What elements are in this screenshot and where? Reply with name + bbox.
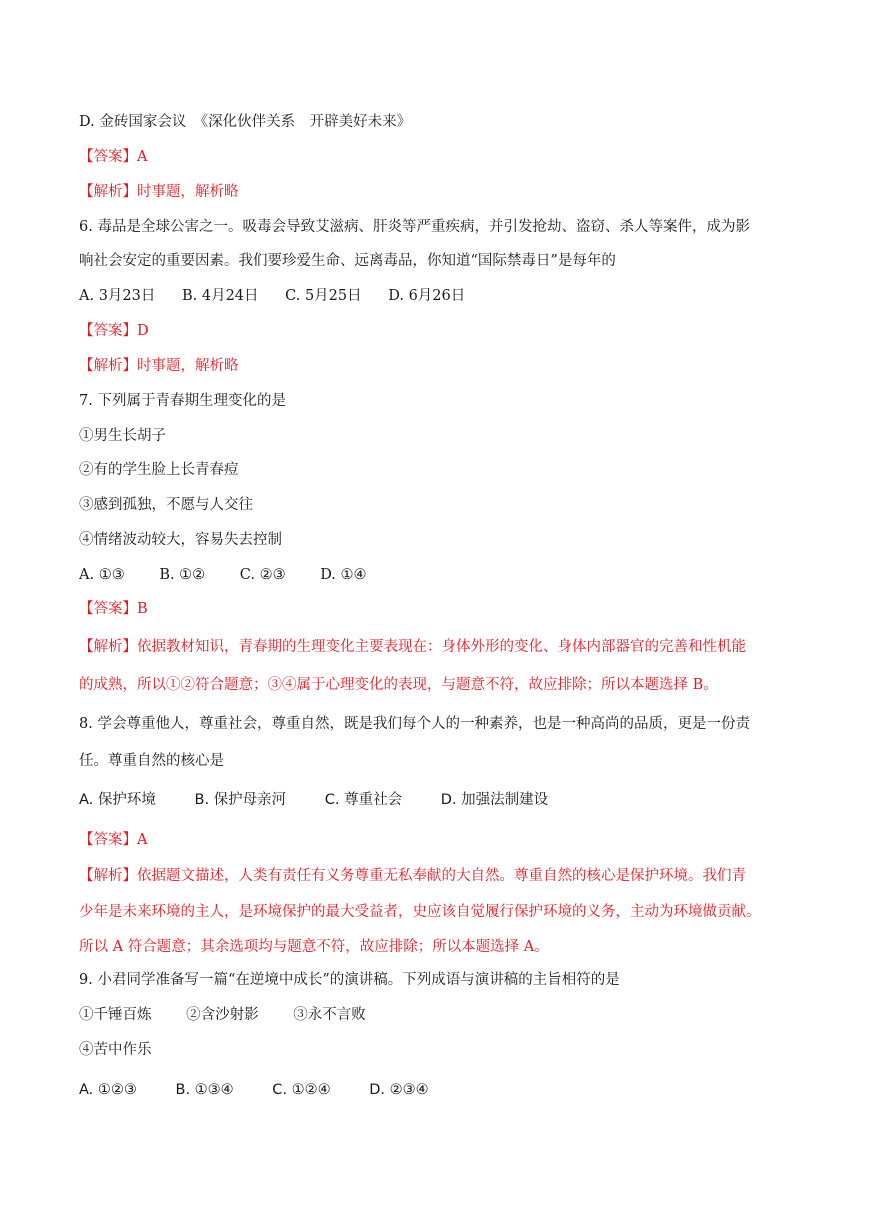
q9-option-d: D. ②③④ (369, 1082, 429, 1098)
q8-option-d: D. 加强法制建设 (440, 792, 549, 808)
q6-answer: 【答案】D (79, 323, 149, 339)
q8-analysis-line2: 少年是未来环境的主人，是环境保护的最大受益者，史应该自觉履行保护环境的义务，主动为环境做贡献。 (79, 904, 761, 920)
q7-answer: 【答案】B (79, 601, 148, 617)
q9-items (79, 1005, 366, 1025)
q8-analysis-line3: 所以 A 符合题意；其余选项均与题意不符，故应排除；所以本题选择 A。 (79, 939, 549, 955)
q5-option-d: D. 金砖国家会议 《深化伙伴关系 开辟美好未来》 (79, 114, 412, 130)
q7-option-c: C. ②③ (239, 567, 286, 583)
q8-option-c: C. 尊重社会 (324, 792, 403, 808)
q9-option-a: A. ①②③ (79, 1082, 137, 1098)
q6-options (79, 286, 465, 306)
q7-item-3: ③感到孤独，不愿与人交往 (79, 497, 253, 513)
q5-answer: 【答案】A (79, 149, 148, 165)
q8-option-b: B. 保护母亲河 (194, 792, 287, 808)
q7-option-a: A. ①③ (79, 567, 125, 583)
q9-item-4: ④苦中作乐 (79, 1042, 152, 1058)
q6-stem-line1: 6. 毒品是全球公害之一。吸毒会导致艾滋病、肝炎等严重疾病，并引发抢劫、盗窃、杀人等案件，成为影 (79, 219, 750, 235)
q7-stem: 7. 下列属于青春期生理变化的是 (79, 393, 286, 409)
q8-options (79, 790, 548, 810)
q9-option-b: B. ①③④ (175, 1082, 234, 1098)
q9-option-c: C. ①②④ (272, 1082, 331, 1098)
q9-item-1: ①千锤百炼 (79, 1007, 152, 1023)
q6-stem-line2: 响社会安定的重要因素。我们要珍爱生命、远离毒品，你知道“国际禁毒日”是每年的 (79, 253, 616, 269)
q7-option-b: B. ①② (159, 567, 206, 583)
q8-analysis-line1: 【解析】依据题文描述，人类有责任有义务尊重无私奉献的大自然。尊重自然的核心是保护环境。我们青 (79, 868, 746, 884)
q6-analysis: 【解析】时事题，解析略 (79, 358, 239, 374)
q6-option-d: D. 6月26日 (388, 288, 466, 304)
q8-answer: 【答案】A (79, 832, 148, 848)
q7-item-2: ②有的学生脸上长青春痘 (79, 462, 239, 478)
q7-analysis-line2: 的成熟，所以①②符合题意；③④属于心理变化的表现，与题意不符，故应排除；所以本题选择 B。 (79, 677, 718, 693)
q7-item-4: ④情绪波动较大，容易失去控制 (79, 532, 282, 548)
q9-options (79, 1080, 429, 1100)
q6-option-a: A. 3月23日 (79, 288, 156, 304)
q9-item-3: ③永不言败 (293, 1007, 366, 1023)
q5-analysis: 【解析】时事题，解析略 (79, 184, 239, 200)
q8-stem-line1: 8. 学会尊重他人，尊重社会，尊重自然，既是我们每个人的一种素养，也是一种高尚的品质，更是一份责 (79, 716, 750, 732)
q7-analysis-line1: 【解析】依据教材知识，青春期的生理变化主要表现在：身体外形的变化、身体内部器官的完善和性机能 (79, 639, 746, 655)
q6-option-b: B. 4月24日 (181, 288, 259, 304)
q9-item-2: ②含沙射影 (186, 1007, 259, 1023)
q9-stem: 9. 小君同学准备写一篇“在逆境中成长”的演讲稿。下列成语与演讲稿的主旨相符的是 (79, 972, 620, 988)
q8-stem-line2: 任。尊重自然的核心是 (79, 753, 224, 769)
q6-option-c: C. 5月25日 (285, 288, 362, 304)
q7-option-d: D. ①④ (320, 567, 367, 583)
q7-options (79, 565, 367, 585)
q8-option-a: A. 保护环境 (79, 792, 156, 808)
q7-item-1: ①男生长胡子 (79, 428, 166, 444)
